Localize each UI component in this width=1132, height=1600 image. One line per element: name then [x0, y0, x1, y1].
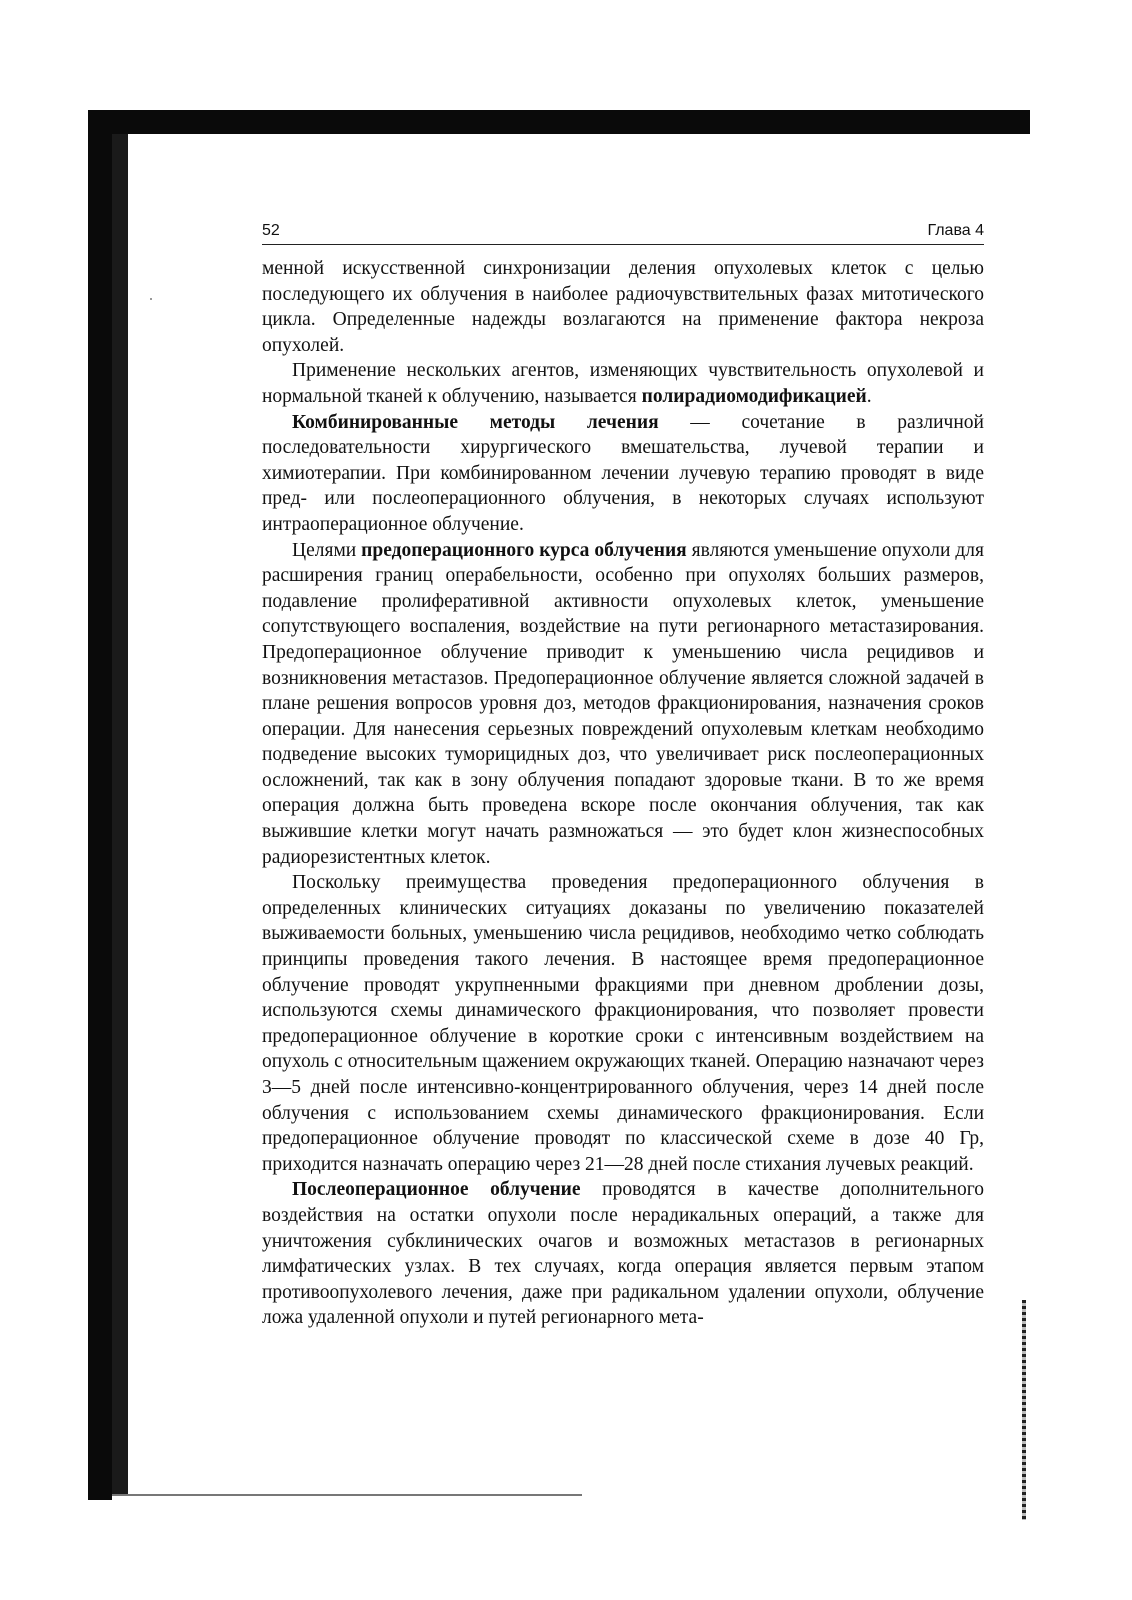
- scan-border-top: [88, 110, 1030, 134]
- page-number: 52: [262, 222, 280, 239]
- term-bold: Послеоперационное облучение: [292, 1179, 581, 1201]
- body-text: [262, 256, 984, 1331]
- paragraph-text: проводятся в качестве дополнительного воздействия на остатки опухоли после нерадикальных операций, а также для уничтожения субклинических очагов и возможных метастазов в регионарных лимфатических узлах. В тех случаях, когда операция является первым этапом противоопухолевого лечения, даже при радикальном удалении опухоли, облучение ложа удаленной опухоли и путей регионарного мета-: [262, 1179, 984, 1329]
- paragraph-4: [262, 538, 984, 871]
- paragraph-2: [262, 358, 984, 409]
- paragraph-6: [262, 1177, 984, 1331]
- term-bold: Комбинированные методы лечения: [292, 411, 659, 433]
- paragraph-text: .: [866, 385, 872, 407]
- paragraph-3: [262, 410, 984, 538]
- paragraph-text: Поскольку преимущества проведения предоперационного облучения в определенных клинических ситуациях доказаны по увеличению показателей выживаемости больных, уменьшению числа рецидивов, необходимо четко соблюдать принципы проведения такого лечения. В настоящее время предоперационное облучение проводят укрупненными фракциями при дневном дроблении дозы, используются схемы динамического фракционирования, что позволяет провести предоперационное облучение в короткие сроки с интенсивным воздействием на опухоль с относительным щажением окружающих тканей. Операцию назначают через 3—5 дней после интенсивно-концентрированного облучения, через 14 дней после облучения с использованием схемы динамического фракционирования. Если предоперационное облучение проводят по классической схеме в дозе 40 Гр, приходится назначать операцию через 21—28 дней после стихания лучевых реакций.: [262, 872, 984, 1175]
- scan-edge-marks: [1022, 1300, 1026, 1520]
- paragraph-text: Применение нескольких агентов, изменяющих чувствительность опухолевой и нормальной тканей к облучению, называется: [262, 360, 984, 407]
- scan-border-left: [88, 110, 112, 1500]
- chapter-label: Глава 4: [927, 222, 984, 239]
- paragraph-5: [262, 870, 984, 1177]
- scan-border-left-inner: [112, 134, 128, 1494]
- scan-border-bottom: [112, 1494, 582, 1496]
- term-bold: предоперационного курса облучения: [361, 539, 687, 561]
- paragraph-1: [262, 256, 984, 358]
- term-bold: полирадиомодификацией: [641, 385, 867, 407]
- paragraph-text: являются уменьшение опухоли для расширения границ операбельности, особенно при опухолях больших размеров, подавление пролиферативной активности опухолевых клеток, уменьшение сопутствующего воспаления, воздействие на пути регионарного метастазирования. Предоперационное облучение приводит к уменьшению числа рецидивов и возникновения метастазов. Предоперационное облучение является сложной задачей в плане решения вопросов уровня доз, методов фракционирования, назначения сроков операции. Для нанесения серьезных повреждений опухолевым клеткам необходимо подведение высоких туморицидных доз, что увеличивает риск послеоперационных осложнений, так как в зону облучения попадают здоровые ткани. В то же время операция должна быть проведена вскоре после окончания облучения, так как выжившие клетки могут начать размножаться — это будет клон жизнеспособных радиорезистентных клеток.: [262, 539, 984, 868]
- page-header: [262, 222, 984, 245]
- scan-speck: [150, 298, 152, 300]
- paragraph-text: менной искусственной синхронизации деления опухолевых клеток с целью последующего их облучения в наиболее радиочувствительных фазах митотического цикла. Определенные надежды возлагаются на применение фактора некроза опухолей.: [262, 258, 984, 356]
- paragraph-text: — сочетание в различной последовательности хирургического вмешательства, лучевой терапии и химиотерапии. При комбинированном лечении лучевую терапию проводят в виде пред- или послеоперационного облучения, в некоторых случаях используют интраоперационное облучение.: [262, 411, 984, 535]
- paragraph-text: Целями: [292, 539, 362, 561]
